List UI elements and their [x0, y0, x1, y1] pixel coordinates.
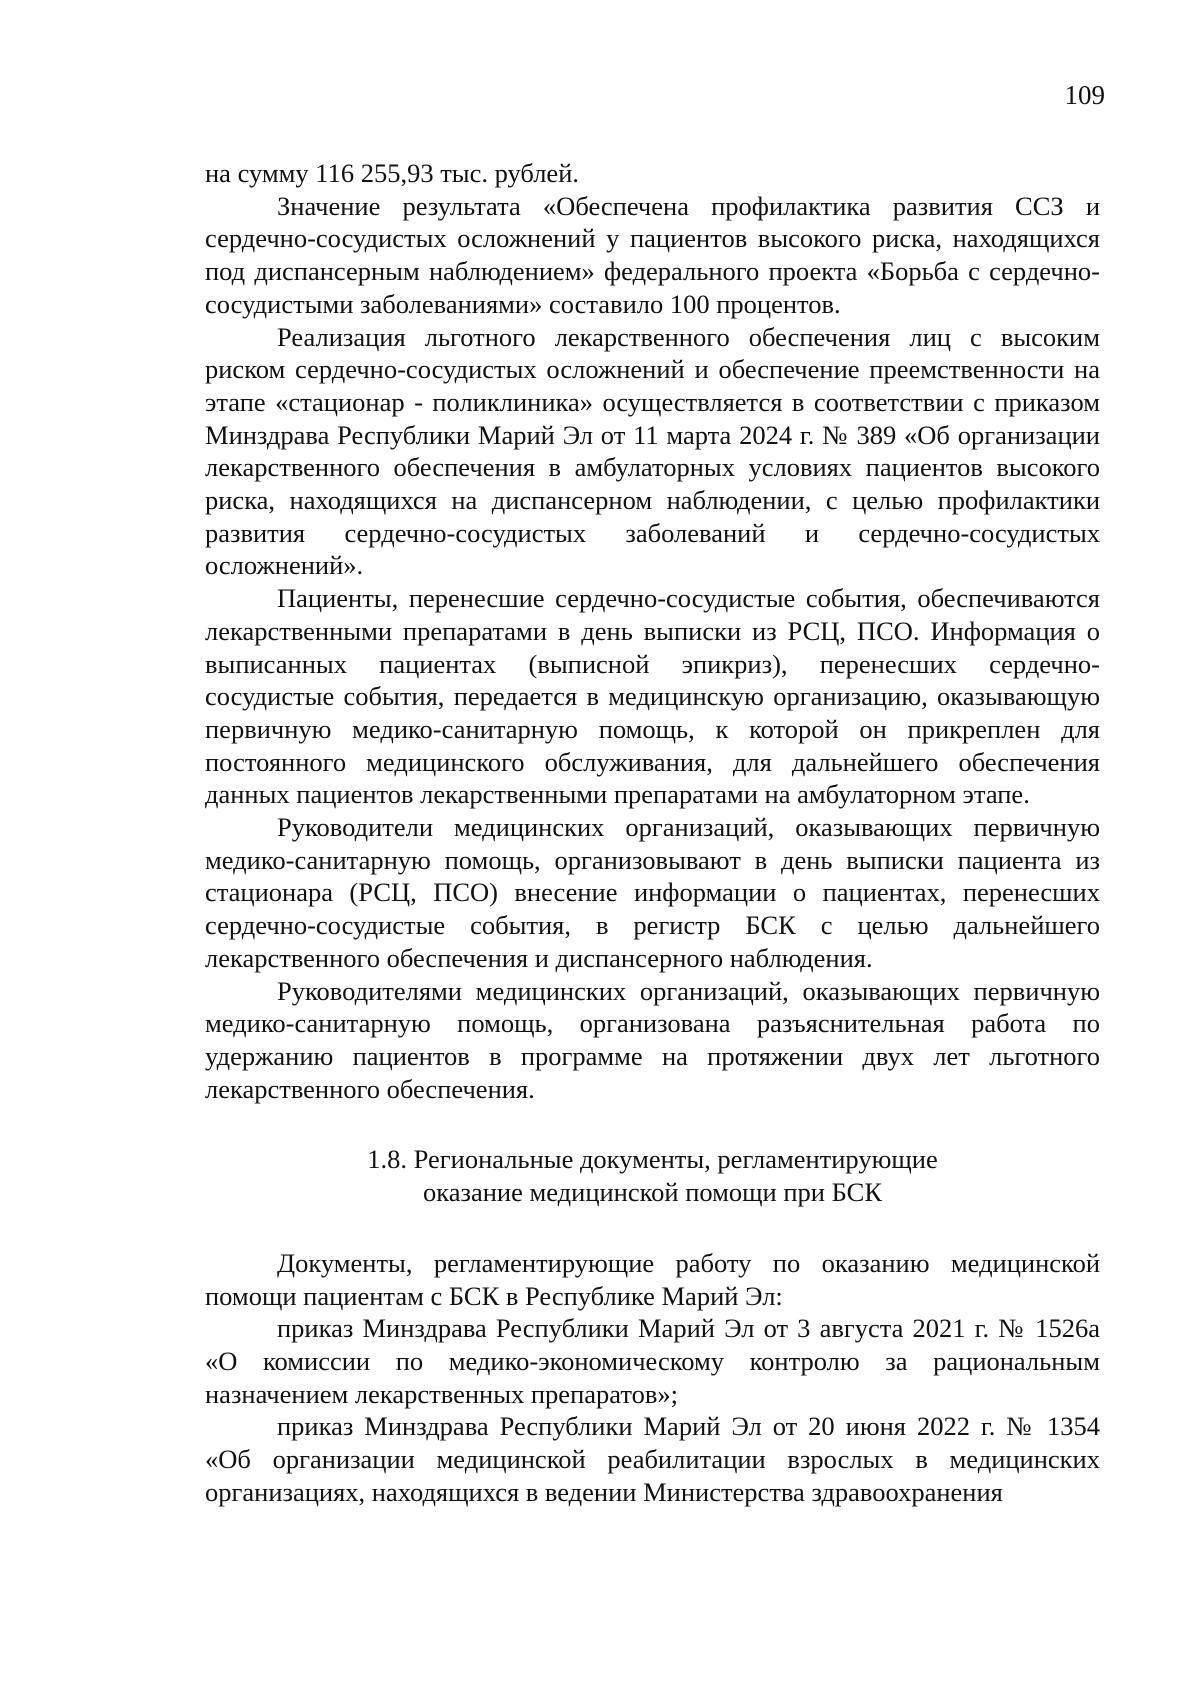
section-heading-line-1: 1.8. Региональные документы, регламентирующие [367, 1144, 938, 1175]
section-heading [205, 1143, 1100, 1208]
paragraph-documents-intro: Документы, регламентирующие работу по оказанию медицинской помощи пациентам с БСК в Республике Марий Эл: [205, 1247, 1100, 1311]
paragraph-patients-discharge: Пациенты, перенесшие сердечно-сосудистые события, обеспечиваются лекарственными препаратами в день выписки из РСЦ, ПСО. Информация о выписанных пациентах (выписной эпикриз), перенесших сердечно-сосудистые события, передается в медицинскую организацию, оказывающую первичную медико-санитарную помощь, к которой он прикреплен для постоянного медицинского обслуживания, для дальнейшего обеспечения данных пациентов лекарственными препаратами на амбулаторном этапе. [205, 583, 1100, 810]
page-number: 109 [1064, 80, 1105, 110]
paragraph-order-1354: приказ Минздрава Республики Марий Эл от 20 июня 2022 г. № 1354 «Об организации медицинской реабилитации взрослых в медицинских организациях, находящихся в ведении Министерства здравоохранения [205, 1411, 1100, 1507]
paragraph-result-value: Значение результата «Обеспечена профилактика развития ССЗ и сердечно-сосудистых осложнений у пациентов высокого риска, находящихся под диспансерным наблюдением» федерального проекта «Борьба с сердечно-сосудистыми заболеваниями» составило 100 процентов. [205, 190, 1100, 319]
paragraph-drug-provision: Реализация льготного лекарственного обеспечения лиц с высоким риском сердечно-сосудистых осложнений и обеспечение преемственности на этапе «стационар - поликлиника» осуществляется в соответствии с приказом Минздрава Республики Марий Эл от 11 марта 2024 г. № 389 «Об организации лекарственного обеспечения в амбулаторных условиях пациентов высокого риска, находящихся на диспансерном наблюдении, с целью профилактики развития сердечно-сосудистых заболеваний и сердечно-сосудистых осложнений». [205, 321, 1100, 581]
paragraph-heads-explanatory-work: Руководителями медицинских организаций, оказывающих первичную медико-санитарную помощь, организована разъяснительная работа по удержанию пациентов в программе на протяжении двух лет льготного лекарственного обеспечения. [205, 975, 1100, 1104]
section-heading-line-2: оказание медицинской помощи при БСК [423, 1177, 882, 1208]
paragraph-heads-register: Руководители медицинских организаций, оказывающих первичную медико-санитарную помощь, организовывают в день выписки пациента из стационара (РСЦ, ПСО) внесение информации о пациентах, перенесших сердечно-сосудистые события, в регистр БСК с целью дальнейшего лекарственного обеспечения и диспансерного наблюдения. [205, 812, 1100, 973]
paragraph-order-1526a: приказ Минздрава Республики Марий Эл от 3 августа 2021 г. № 1526а «О комиссии по медико-экономическому контролю за рациональным назначением лекарственных препаратов»; [205, 1313, 1100, 1409]
document-body [205, 157, 1100, 1508]
paragraph-continuation: на сумму 116 255,93 тыс. рублей. [205, 158, 580, 188]
